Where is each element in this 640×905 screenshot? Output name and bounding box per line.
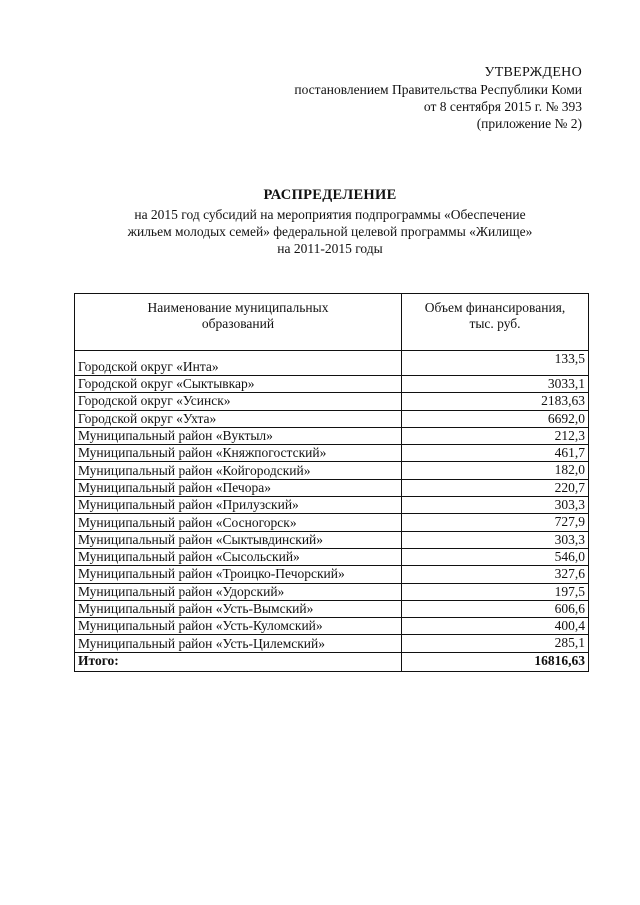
table-row (75, 635, 589, 652)
funding-value: 546,0 (402, 548, 589, 565)
title-line-2: жильем молодых семей» федеральной целевой программы «Жилище» (127, 224, 533, 239)
table-row (75, 583, 589, 600)
column-header-municipality (75, 294, 402, 351)
municipality-name: Муниципальный район «Троицко-Печорский» (75, 566, 402, 583)
title-main: РАСПРЕДЕЛЕНИЕ (263, 187, 397, 203)
funding-value: 197,5 (402, 583, 589, 600)
municipality-name: Муниципальный район «Усть-Вымский» (75, 600, 402, 617)
document-title (60, 187, 600, 257)
municipality-name: Муниципальный район «Удорский» (75, 583, 402, 600)
table-row (75, 351, 589, 376)
municipality-name: Муниципальный район «Прилузский» (75, 497, 402, 514)
table-row (75, 410, 589, 427)
funding-value: 220,7 (402, 479, 589, 496)
municipality-name: Муниципальный район «Печора» (75, 479, 402, 496)
table-row (75, 462, 589, 479)
municipality-name: Муниципальный район «Вуктыл» (75, 427, 402, 444)
column-header-municipality-line-1: Наименование муниципальных (147, 300, 329, 315)
funding-value: 606,6 (402, 600, 589, 617)
title-line-1: на 2015 год субсидий на мероприятия подпрограммы «Обеспечение (134, 207, 526, 222)
subsidy-table (74, 293, 589, 672)
municipality-name: Городской округ «Инта» (75, 351, 402, 376)
total-label: Итого: (75, 652, 402, 671)
table-row (75, 393, 589, 410)
municipality-name: Муниципальный район «Усть-Куломский» (75, 618, 402, 635)
funding-value: 3033,1 (402, 376, 589, 393)
funding-value: 182,0 (402, 462, 589, 479)
funding-value: 2183,63 (402, 393, 589, 410)
approval-line-2: от 8 сентября 2015 г. № 393 (423, 99, 582, 114)
municipality-name: Муниципальный район «Княжпогостский» (75, 445, 402, 462)
approval-heading: УТВЕРЖДЕНО (484, 65, 582, 80)
approval-line-1: постановлением Правительства Республики Коми (294, 82, 582, 97)
total-value: 16816,63 (402, 652, 589, 671)
table-row (75, 600, 589, 617)
municipality-name: Городской округ «Сыктывкар» (75, 376, 402, 393)
municipality-name: Муниципальный район «Усть-Цилемский» (75, 635, 402, 652)
table-header-row (75, 294, 589, 351)
funding-value: 133,5 (402, 351, 589, 376)
table-row (75, 514, 589, 531)
table-row (75, 376, 589, 393)
table-row (75, 427, 589, 444)
municipality-name: Городской округ «Ухта» (75, 410, 402, 427)
column-header-funding-line-2: тыс. руб. (469, 316, 521, 331)
municipality-name: Муниципальный район «Сыктывдинский» (75, 531, 402, 548)
table-row (75, 479, 589, 496)
municipality-name: Муниципальный район «Койгородский» (75, 462, 402, 479)
table-row (75, 548, 589, 565)
table-row (75, 497, 589, 514)
column-header-funding-line-1: Объем финансирования, (424, 300, 566, 315)
funding-value: 303,3 (402, 497, 589, 514)
municipality-name: Муниципальный район «Сысольский» (75, 548, 402, 565)
funding-value: 303,3 (402, 531, 589, 548)
table-row (75, 618, 589, 635)
funding-value: 461,7 (402, 445, 589, 462)
total-row (75, 652, 589, 671)
municipality-name: Городской округ «Усинск» (75, 393, 402, 410)
funding-value: 212,3 (402, 427, 589, 444)
funding-value: 327,6 (402, 566, 589, 583)
approval-line-3: (приложение № 2) (476, 116, 582, 131)
funding-value: 400,4 (402, 618, 589, 635)
funding-value: 727,9 (402, 514, 589, 531)
funding-value: 6692,0 (402, 410, 589, 427)
table-row (75, 531, 589, 548)
municipality-name: Муниципальный район «Сосногорск» (75, 514, 402, 531)
funding-value: 285,1 (402, 635, 589, 652)
approval-block (294, 64, 582, 132)
table-row (75, 445, 589, 462)
column-header-municipality-line-2: образований (201, 316, 275, 331)
column-header-funding (402, 294, 589, 351)
table-row (75, 566, 589, 583)
title-line-3: на 2011-2015 годы (277, 241, 383, 256)
